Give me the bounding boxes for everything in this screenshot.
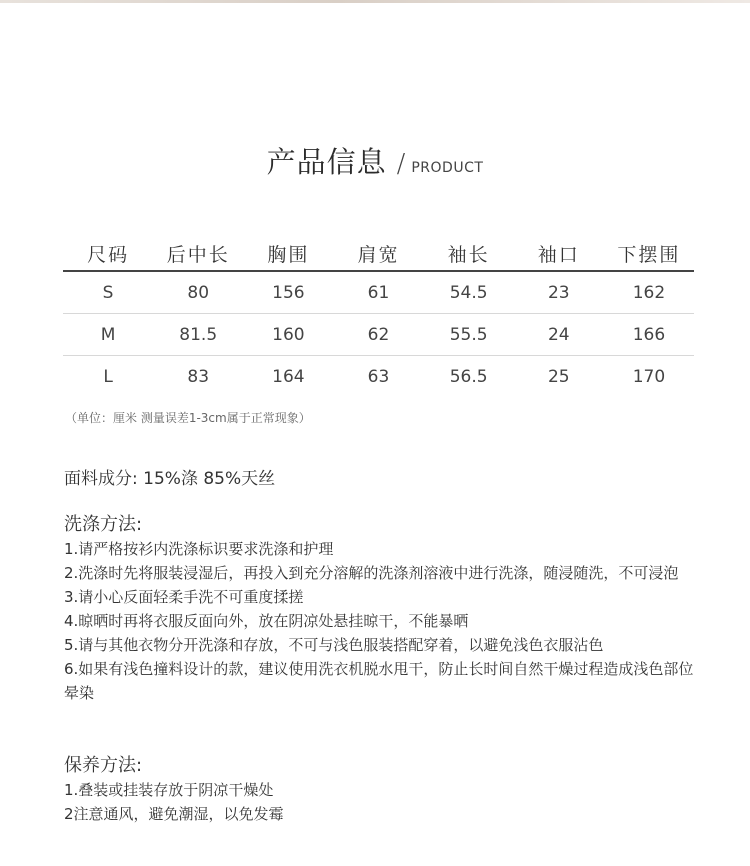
table-cell: 55.5	[424, 314, 514, 356]
top-decor-bar	[0, 0, 750, 3]
table-cell: 162	[604, 271, 694, 314]
list-item: 3.请小心反面轻柔手洗不可重度揉搓	[64, 588, 304, 606]
wash-title: 洗涤方法:	[64, 514, 143, 535]
title-cn: 产品信息	[266, 145, 387, 179]
table-cell: 56.5	[449, 366, 488, 387]
fabric-label: 面料成分:	[64, 469, 138, 489]
table-cell: 80	[153, 271, 243, 314]
table-row	[63, 356, 694, 398]
table-cell: 83	[187, 366, 210, 387]
fabric-composition	[64, 464, 275, 489]
table-cell: 81.5	[153, 314, 243, 356]
care-title: 保养方法:	[64, 755, 143, 776]
table-cell: 63	[367, 366, 390, 387]
list-item: 5.请与其他衣物分开洗涤和存放，不可与浅色服装搭配穿着，以避免浅色衣服沾色	[64, 636, 604, 654]
table-cell: 160	[243, 314, 333, 356]
list-item: 1.请严格按衫内洗涤标识要求洗涤和护理	[64, 540, 334, 558]
table-cell: 61	[333, 271, 423, 314]
table-cell: 62	[333, 314, 423, 356]
header-size: 尺码	[63, 236, 153, 271]
care-instructions	[64, 754, 704, 826]
table-cell: 25	[547, 366, 570, 387]
wash-instructions	[64, 513, 704, 705]
header-hem: 下摆围	[604, 236, 694, 271]
table-cell: 164	[272, 366, 305, 387]
list-item: 2注意通风，避免潮湿，以免发霉	[64, 805, 284, 823]
title-en: PRODUCT	[411, 160, 484, 176]
table-cell: 24	[514, 314, 604, 356]
table-row	[63, 271, 694, 314]
list-item: 1.叠装或挂装存放于阴凉干燥处	[64, 781, 274, 799]
section-title	[0, 140, 750, 181]
header-chest: 胸围	[243, 236, 333, 271]
header-back-length: 后中长	[153, 236, 243, 271]
table-cell: 166	[604, 314, 694, 356]
list-item: 6.如果有浅色撞料设计的款，建议使用洗衣机脱水甩干，防止长时间自然干燥过程造成浅色部位晕染	[64, 660, 694, 702]
fabric-value: 15%涤 85%天丝	[143, 469, 276, 489]
list-item: 4.晾晒时再将衣服反面向外，放在阴凉处悬挂晾干，不能暴晒	[64, 612, 469, 630]
measurement-note: （单位：厘米 测量误差1-3cm属于正常现象）	[65, 411, 311, 425]
table-cell: 170	[632, 366, 666, 387]
header-shoulder: 肩宽	[333, 236, 423, 271]
table-cell: L	[103, 366, 113, 387]
table-cell: 23	[514, 271, 604, 314]
table-row	[63, 314, 694, 356]
table-cell: 54.5	[424, 271, 514, 314]
size-table	[63, 236, 694, 397]
list-item: 2.洗涤时先将服装浸湿后，再投入到充分溶解的洗涤剂溶液中进行洗涤，随浸随洗，不可浸泡	[64, 564, 679, 582]
table-cell: S	[63, 271, 153, 314]
size-table-header	[63, 236, 694, 271]
header-sleeve-length: 袖长	[424, 236, 514, 271]
table-cell: M	[63, 314, 153, 356]
title-separator: /	[396, 149, 406, 179]
table-cell: 156	[243, 271, 333, 314]
header-cuff: 袖口	[514, 236, 604, 271]
